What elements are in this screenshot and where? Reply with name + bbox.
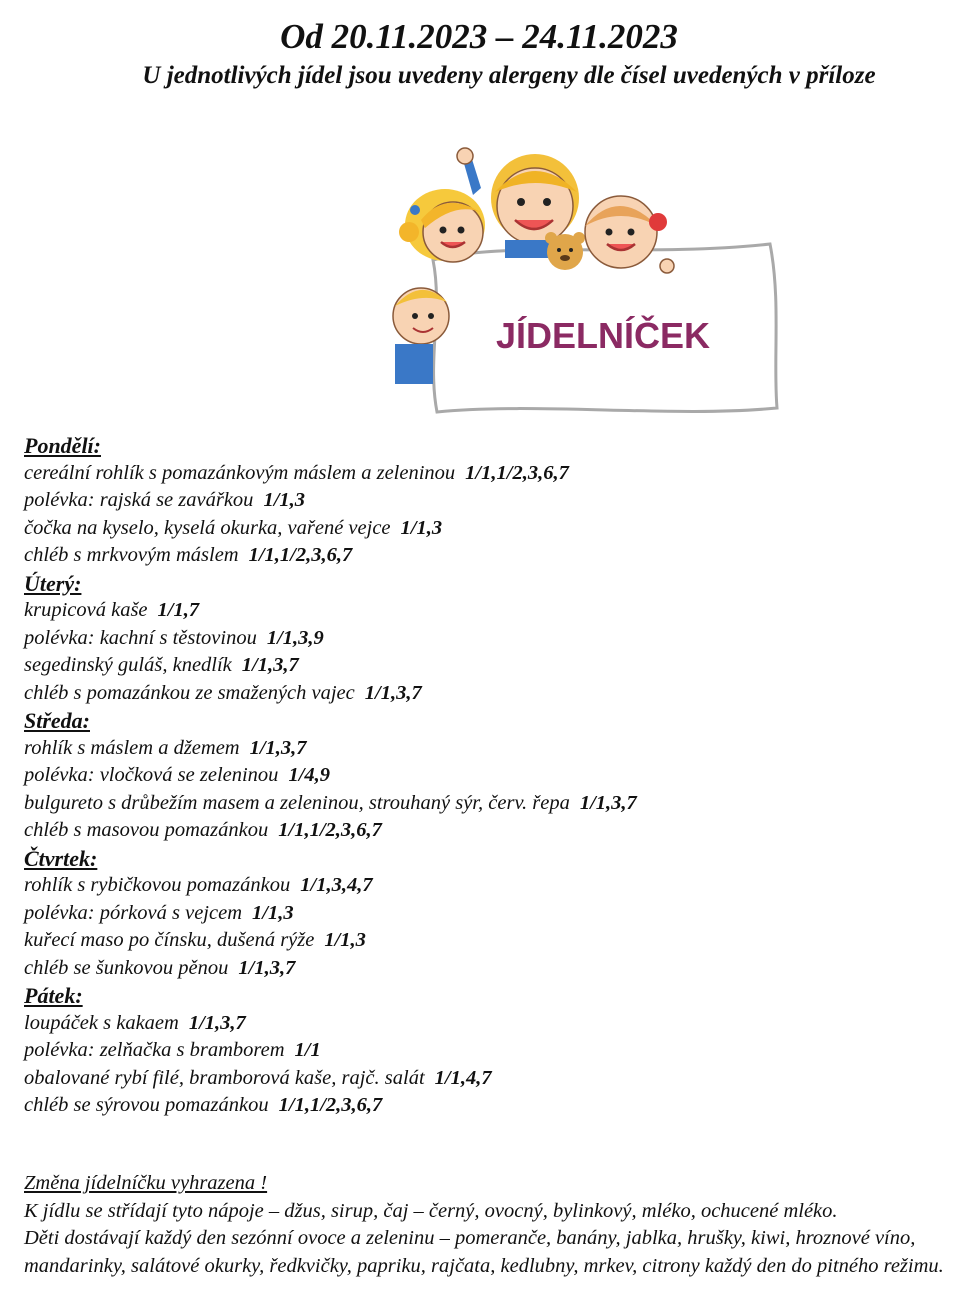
allergen-codes: 1/1,3,7: [241, 654, 299, 676]
dish-name: chléb se šunkovou pěnou: [24, 956, 229, 979]
day-friday: [24, 982, 944, 1120]
children-holding-sign-icon: [385, 140, 790, 425]
allergen-codes: 1/1,3,7: [364, 681, 422, 704]
dish-name: krupicová kaše: [24, 599, 148, 621]
menu-item: [24, 790, 944, 818]
day-title: Pondělí:: [24, 433, 101, 458]
day-tuesday: [24, 570, 944, 708]
menu-item: [24, 1037, 944, 1065]
menu-item: [24, 817, 944, 845]
menu-change-note: Změna jídelníčku vyhrazena !: [24, 1172, 268, 1194]
day-title: Čtvrtek:: [24, 845, 98, 871]
dish-name: chléb s mrkvovým máslem: [24, 544, 239, 566]
dish-name: loupáček s kakaem: [24, 1011, 179, 1034]
menu-item: [24, 955, 944, 983]
allergen-codes: 1/1,1/2,3,6,7: [278, 819, 382, 841]
dish-name: chléb s masovou pomazánkou: [24, 819, 269, 841]
dish-name: cereální rohlík s pomazánkovým máslem a zeleninou: [24, 461, 456, 484]
dish-name: polévka: kachní s těstovinou: [24, 626, 257, 649]
allergen-codes: 1/1,3,9: [266, 626, 324, 649]
drinks-note: K jídlu se střídají tyto nápoje – džus, sirup, čaj – černý, ovocný, bylinkový, mléko, ochucené mléko.: [24, 1199, 838, 1222]
menu-item: [24, 515, 944, 543]
allergen-subtitle: U jednotlivých jídel jsou uvedeny alergeny dle čísel uvedených v příloze: [142, 62, 876, 89]
dish-name: kuřecí maso po čínsku, dušená rýže: [24, 929, 315, 951]
menu-item: [24, 1092, 944, 1120]
dish-name: rohlík s rybičkovou pomazánkou: [24, 874, 291, 896]
allergen-codes: 1/1,4,7: [434, 1066, 492, 1089]
dish-name: polévka: vločková se zeleninou: [24, 764, 279, 786]
menu-item: [24, 927, 944, 955]
dish-name: polévka: rajská se zavářkou: [24, 489, 254, 511]
menu-item: [24, 900, 944, 928]
allergen-codes: 1/1,1/2,3,6,7: [278, 1094, 383, 1116]
allergen-codes: 1/1,3: [252, 901, 294, 924]
menu-item: [24, 460, 944, 488]
day-monday: [24, 432, 944, 570]
allergen-codes: 1/1,3: [263, 489, 306, 511]
sign-text: JÍDELNÍČEK: [495, 315, 711, 356]
allergen-codes: 1/1,1/2,3,6,7: [248, 544, 353, 566]
allergen-codes: 1/1: [294, 1039, 321, 1061]
allergen-codes: 1/1,3,7: [579, 791, 637, 814]
dish-name: rohlík s máslem a džemem: [24, 736, 240, 759]
dish-name: chléb s pomazánkou ze smažených vajec: [24, 681, 355, 704]
allergen-codes: 1/1,1/2,3,6,7: [465, 461, 569, 484]
allergen-codes: 1/1,3: [400, 516, 443, 539]
menu-item: [24, 872, 944, 900]
day-thursday: [24, 845, 944, 983]
day-title: Úterý:: [24, 570, 82, 596]
allergen-codes: 1/1,3: [324, 929, 366, 951]
allergen-codes: 1/1,3,7: [238, 956, 296, 979]
menu-item: [24, 487, 944, 515]
dish-name: čočka na kyselo, kyselá okurka, vařené vejce: [24, 516, 391, 539]
day-wednesday: [24, 707, 944, 845]
weekly-menu: [24, 432, 944, 1120]
menu-item: [24, 652, 944, 680]
menu-item: [24, 1065, 944, 1093]
date-range-title: Od 20.11.2023 – 24.11.2023: [280, 17, 678, 56]
allergen-codes: 1/1,7: [157, 599, 200, 621]
allergen-codes: 1/1,3,7: [188, 1011, 246, 1034]
menu-item: [24, 1010, 944, 1038]
dish-name: segedinský guláš, knedlík: [24, 654, 232, 676]
menu-item: [24, 597, 944, 625]
menu-item: [24, 735, 944, 763]
fruit-note: Děti dostávají každý den sezónní ovoce a zeleninu – pomeranče, banány, jablka, hrušky, kiwi, hroznové víno, mandarinky, salátové okurky, ředkvičky, papriku, rajčata, kedlubny, mrkev, citrony každý den do pitného režimu.: [24, 1227, 944, 1277]
menu-item: [24, 625, 944, 653]
dish-name: polévka: zelňačka s bramborem: [24, 1039, 285, 1061]
day-title: Pátek:: [24, 983, 83, 1008]
dish-name: chléb se sýrovou pomazánkou: [24, 1094, 269, 1116]
dish-name: polévka: pórková s vejcem: [24, 901, 242, 924]
allergen-codes: 1/4,9: [288, 764, 331, 786]
dish-name: bulgureto s drůbežím masem a zeleninou, strouhaný sýr, červ. řepa: [24, 791, 570, 814]
day-title: Středa:: [24, 708, 90, 733]
menu-item: [24, 762, 944, 790]
dish-name: obalované rybí filé, bramborová kaše, rajč. salát: [24, 1066, 425, 1089]
menu-item: [24, 680, 944, 708]
menu-item: [24, 542, 944, 570]
allergen-codes: 1/1,3,4,7: [300, 874, 373, 896]
allergen-codes: 1/1,3,7: [249, 736, 307, 759]
footer-notes: [24, 1170, 949, 1280]
